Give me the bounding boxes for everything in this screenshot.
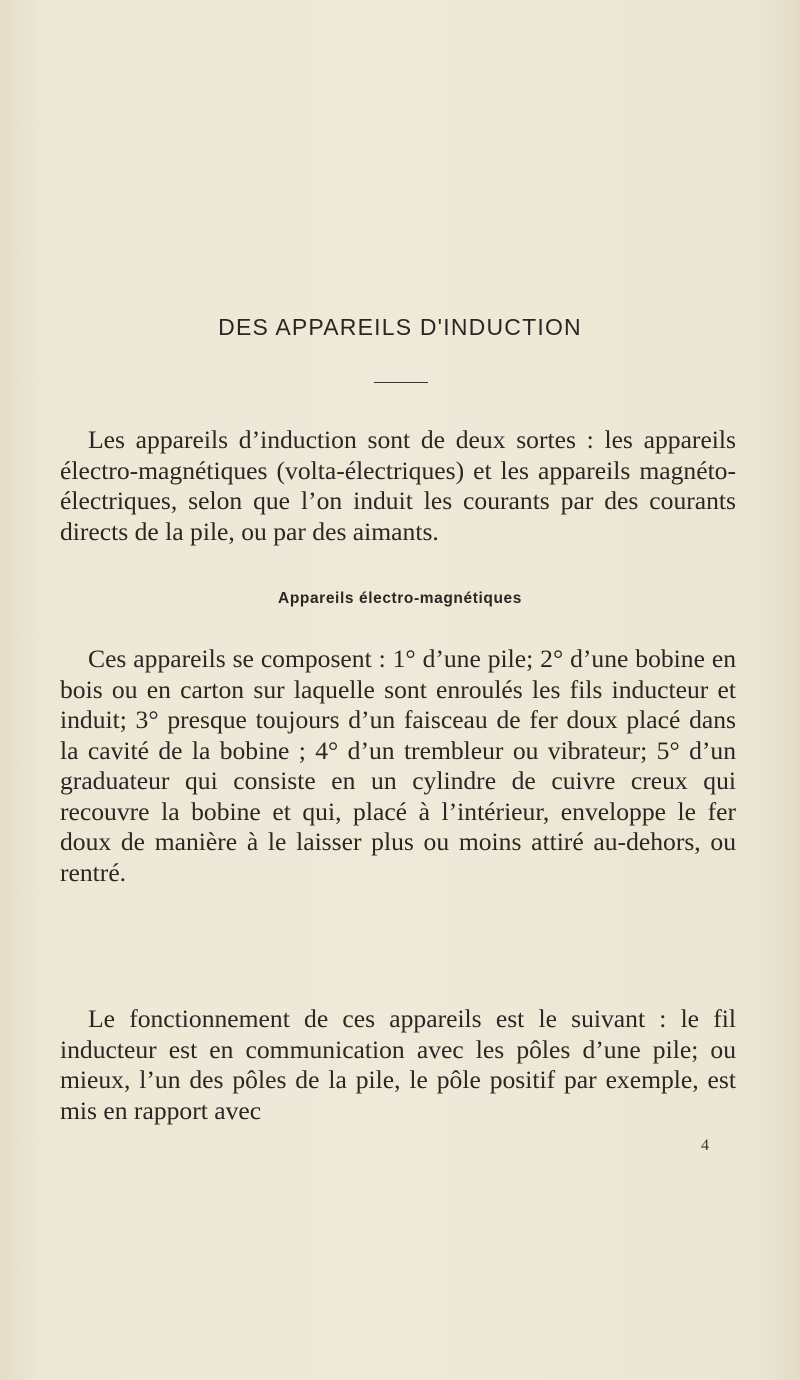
title-rule bbox=[374, 382, 428, 383]
signature-mark: 4 bbox=[701, 1137, 709, 1154]
running-head: DES APPAREILS D'INDUCTION bbox=[218, 314, 582, 340]
section-heading: Appareils électro-magnétiques bbox=[278, 590, 522, 607]
operation-paragraph: Le fonctionnement de ces appareils est le suivant : le fil inducteur est en communication avec les pôles d’une pile; ou mieux, l’un des pôles de la pile, le pôle positif par exemple, est mis en rapport avec bbox=[60, 1004, 736, 1125]
intro-paragraph: Les appareils d’induction sont de deux sortes : les appareils électro-magnétiques (volta-électriques) et les appareils magnéto-électriques, selon que l’on induit les courants par des courants directs de la pile, ou par des aimants. bbox=[60, 425, 736, 546]
components-paragraph: Ces appareils se composent : 1° d’une pile; 2° d’une bobine en bois ou en carton sur laquelle sont enroulés les fils inducteur et induit; 3° presque toujours d’un faisceau de fer doux placé dans la cavité de la bobine ; 4° d’un trembleur ou vibrateur; 5° d’un graduateur qui consiste en un cylindre de cuivre creux qui recouvre la bobine et qui, placé à l’intérieur, enveloppe le fer doux de manière à le laisser plus ou moins attiré au-dehors, ou rentré. bbox=[60, 644, 736, 887]
